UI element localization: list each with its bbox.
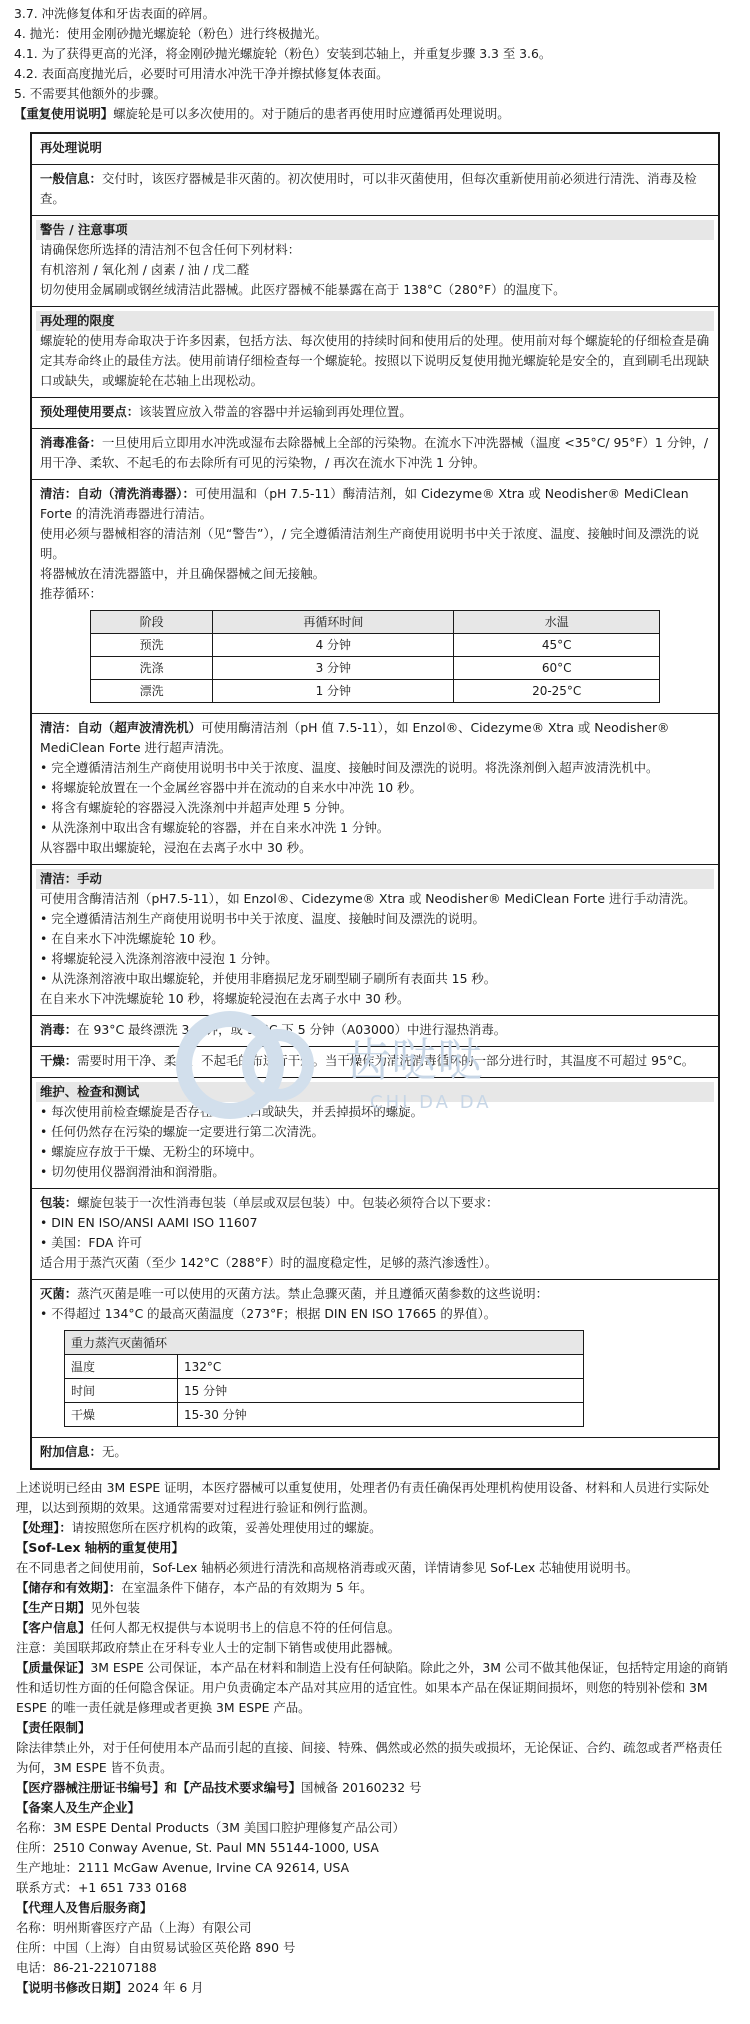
disinfection-section <box>32 1015 718 1046</box>
sterilization-table <box>64 1330 584 1427</box>
reprocessing-title: 再处理说明 <box>40 140 102 155</box>
auto-wd-line: 使用必须与器械相容的清洁剂（见“警告”），/ 完全遵循清洁剂生产商使用说明书中关于浓度、温度、接触时间及漂洗的说明。 <box>40 526 700 561</box>
disposal <box>16 1518 734 1538</box>
table-header-cell: 阶段 <box>91 611 213 634</box>
auto-wd-label: 清洁：自动（清洗消毒器）： <box>40 486 195 501</box>
pre-clean-section <box>32 428 718 479</box>
table-cell: 15-30 分钟 <box>178 1403 584 1427</box>
table-cell: 4 分钟 <box>213 634 454 657</box>
production-date-text: 见外包装 <box>90 1600 140 1615</box>
after-box-content <box>14 1476 736 2000</box>
soflex-label: 【Sof-Lex 轴柄的重复使用】 <box>16 1540 184 1555</box>
manual-label: 清洁：手动 <box>36 869 714 889</box>
pre-clean-text: 一旦使用后立即用水冲洗或湿布去除器械上全部的污染物。在流水下冲洗器械（温度 <35°C/ 95°F）1 分钟，/ 用干净、柔软、不起毛的布去除所有可见的污染物，/ 再次在流水下冲洗 1 分钟。 <box>40 435 709 470</box>
extra-info-section <box>32 1437 718 1468</box>
auto-us-bullet: • 完全遵循清洁剂生产商使用说明书中关于浓度、温度、接触时间及漂洗的说明。将洗涤剂倒入超声波清洗机中。 <box>40 760 659 775</box>
manufacturer-line: 名称：3M ESPE Dental Products（3M 美国口腔护理修复产品公司） <box>16 1820 405 1835</box>
extra-label: 附加信息： <box>40 1444 102 1459</box>
customer-note: 注意：美国联邦政府禁止在牙科专业人士的定制下销售或使用此器械。 <box>16 1640 401 1655</box>
table-header-row <box>91 611 660 634</box>
storage-label: 【储存和有效期】： <box>16 1580 122 1595</box>
drying-section <box>32 1046 718 1077</box>
sterilization-section <box>32 1279 718 1437</box>
packaging-last: 适合用于蒸汽灭菌（至少 142°C（288°F）时的温度稳定性，足够的蒸汽渗透性）。 <box>40 1255 498 1270</box>
reuse-instructions <box>14 104 736 124</box>
warranty <box>16 1658 734 1718</box>
warranty-label: 【质量保证】 <box>16 1660 91 1675</box>
general-info-section <box>32 164 718 215</box>
manufacturer-label: 【备案人及生产企业】 <box>16 1800 140 1815</box>
watermark-en: CHI DA DA <box>370 1092 492 1113</box>
table-header-cell: 水温 <box>454 611 660 634</box>
storage-text: 在室温条件下储存，本产品的有效期为 5 年。 <box>121 1580 373 1595</box>
revision-text: 2024 年 6 月 <box>127 1980 204 1995</box>
manual-section <box>32 864 718 1015</box>
sterilization-text: 蒸汽灭菌是唯一可以使用的灭菌方法。禁止急骤灭菌，并且遵循灭菌参数的这些说明： <box>77 1286 549 1301</box>
liability-label: 【责任限制】 <box>16 1720 91 1735</box>
warranty-text: 3M ESPE 公司保证，本产品在材料和制造上没有任何缺陷。除此之外，3M 公司不做其他保证，包括特定用途的商销性和适切性方面的任何隐含保证。用户负责确定本产品对其应用的适宜性。如果本产品在保证期间损坏，则您的特别补偿和 3M ESPE 的唯一责任就是修理或者更换 3M ESPE 产品。 <box>16 1660 728 1715</box>
maintenance-bullet: • 每次使用前检查螺旋是否存在刷毛缺口或缺失，并丢掉损坏的螺旋。 <box>40 1104 423 1119</box>
table-cell: 时间 <box>65 1379 178 1403</box>
table-header-cell: 重力蒸汽灭菌循环 <box>65 1331 584 1355</box>
disposal-label: 【处理】： <box>16 1520 72 1535</box>
agent-label: 【代理人及售后服务商】 <box>16 1900 153 1915</box>
auto-us-label: 清洁：自动（超声波清洗机） <box>40 720 202 735</box>
sterilization-bullet: • 不得超过 134°C 的最高灭菌温度（273°F；根据 DIN EN ISO 17665 的界值）。 <box>40 1306 497 1321</box>
customer-info <box>16 1618 734 1638</box>
table-header-cell: 再循环时间 <box>213 611 454 634</box>
table-cell: 20-25°C <box>454 680 660 703</box>
manufacturer-line: 生产地址：2111 McGaw Avenue, Irvine CA 92614, USA <box>16 1860 350 1875</box>
intro-step-5: 5. 不需要其他额外的步骤。 <box>14 86 167 101</box>
packaging-text: 螺旋包装于一次性消毒包装（单层或双层包装）中。包装必须符合以下要求： <box>77 1195 499 1210</box>
manual-bullet: • 完全遵循清洁剂生产商使用说明书中关于浓度、温度、接触时间及漂洗的说明。 <box>40 911 485 926</box>
reprocessing-title-section <box>32 134 718 164</box>
prep-section <box>32 397 718 428</box>
drying-text: 需要时用干净、柔软、不起毛的布进行干燥。当干燥作为清洗消毒循环的一部分进行时，其温度不可超过 95°C。 <box>77 1053 695 1068</box>
disinfection-label: 消毒： <box>40 1022 78 1037</box>
liability-text: 除法律禁止外，对于任何使用本产品而引起的直接、间接、特殊、偶然或必然的损失或损坏，无论保证、合约、疏忽或者严格责任为何，3M ESPE 皆不负责。 <box>16 1740 723 1775</box>
auto-us-bullet: • 将螺旋轮放置在一个金属丝容器中并在流动的自来水中冲洗 10 秒。 <box>40 780 422 795</box>
table-cell: 洗涤 <box>91 657 213 680</box>
table-cell: 漂洗 <box>91 680 213 703</box>
registration-label: 【医疗器械注册证书编号】和【产品技术要求编号】 <box>16 1780 301 1795</box>
manual-bullet: • 将螺旋轮浸入洗涤剂溶液中浸泡 1 分钟。 <box>40 951 278 966</box>
intro-step-4-2: 4.2. 表面高度抛光后，必要时可用清水冲洗干净并擦拭修复体表面。 <box>14 66 389 81</box>
storage <box>16 1578 734 1598</box>
reuse-text: 螺旋轮是可以多次使用的。对于随后的患者再使用时应遵循再处理说明。 <box>113 106 510 121</box>
agent-line: 名称：明州斯睿医疗产品（上海）有限公司 <box>16 1920 252 1935</box>
general-text: 交付时，该医疗器械是非灭菌的。初次使用时，可以非灭菌使用，但每次重新使用前必须进行清洗、消毒及检查。 <box>40 171 697 206</box>
auto-us-bullet: • 从洗涤剂中取出含有螺旋轮的容器，并在自来水冲洗 1 分钟。 <box>40 820 390 835</box>
warning-line: 请确保您所选择的清洁剂不包含任何下列材料： <box>40 242 301 257</box>
packaging-bullet: • 美国：FDA 许可 <box>40 1235 143 1250</box>
table-row <box>91 680 660 703</box>
agent-line: 电话：86-21-22107188 <box>16 1960 157 1975</box>
packaging-bullet: • DIN EN ISO/ANSI AAMI ISO 11607 <box>40 1215 258 1230</box>
customer-info-label: 【客户信息】 <box>16 1620 91 1635</box>
manual-bullet: • 从洗涤剂溶液中取出螺旋轮，并使用非磨损尼龙牙刷型刷子刷所有表面共 15 秒。 <box>40 971 497 986</box>
auto-us-section <box>32 713 718 864</box>
reuse-label: 【重复使用说明】 <box>14 106 114 121</box>
table-cell: 干燥 <box>65 1403 178 1427</box>
maintenance-bullet: • 切勿使用仪器润滑油和润滑脂。 <box>40 1164 225 1179</box>
maintenance-title: 维护、检查和测试 <box>36 1082 714 1102</box>
registration <box>16 1778 734 1798</box>
prep-text: 该装置应放入带盖的容器中并运输到再处理位置。 <box>139 404 412 419</box>
cleaning-cycle-table <box>90 610 660 703</box>
maintenance-section <box>32 1077 718 1188</box>
registration-text: 国械备 20160232 号 <box>300 1780 422 1795</box>
table-cell: 温度 <box>65 1355 178 1379</box>
warning-section <box>32 215 718 306</box>
packaging-label: 包装： <box>40 1195 78 1210</box>
disinfection-text: 在 93°C 最终漂洗 3 分钟，或 90°C 下 5 分钟（A03000）中进行湿热消毒。 <box>77 1022 507 1037</box>
table-cell: 3 分钟 <box>213 657 454 680</box>
manual-bullet: • 在自来水下冲洗螺旋轮 10 秒。 <box>40 931 224 946</box>
pre-clean-label: 消毒准备： <box>40 435 102 450</box>
table-row <box>65 1355 584 1379</box>
table-cell: 15 分钟 <box>178 1379 584 1403</box>
revision-label: 【说明书修改日期】 <box>16 1980 128 1995</box>
intro-step-3-7: 3.7. 冲洗修复体和牙齿表面的碎屑。 <box>14 6 216 21</box>
limits-section <box>32 306 718 397</box>
auto-wd-text: 可使用温和（pH 7.5-11）酶清洁剂，如 Cidezyme® Xtra 或 Neodisher® MediClean Forte 的清洗消毒器进行清洁。 <box>40 486 689 521</box>
packaging-section <box>32 1188 718 1279</box>
intro-step-4-1: 4.1. 为了获得更高的光泽，将金刚砂抛光螺旋轮（粉色）安装到芯轴上，并重复步骤 3.3 至 3.6。 <box>14 46 552 61</box>
table-row <box>91 634 660 657</box>
limits-title: 再处理的限度 <box>36 311 714 331</box>
auto-wd-section <box>32 479 718 713</box>
auto-us-last: 从容器中取出螺旋轮，浸泡在去离子水中 30 秒。 <box>40 840 312 855</box>
agent-line: 住所：中国（上海）自由贸易试验区英伦路 890 号 <box>16 1940 296 1955</box>
table-cell: 1 分钟 <box>213 680 454 703</box>
disposal-text: 请按照您所在医疗机构的政策，妥善处理使用过的螺旋。 <box>71 1520 382 1535</box>
maintenance-bullet: • 螺旋应存放于干燥、无粉尘的环境中。 <box>40 1144 262 1159</box>
revision <box>16 1978 734 1998</box>
sterilization-label: 灭菌： <box>40 1286 78 1301</box>
limits-text: 螺旋轮的使用寿命取决于许多因素，包括方法、每次使用的持续时间和使用后的处理。使用前对每个螺旋轮的仔细检查是确定其寿命终止的最佳方法。使用前请仔细检查每一个螺旋轮。按照以下说明反复使用抛光螺旋轮是安全的，直到刷毛出现缺口或缺失，或螺旋轮在芯轴上出现松动。 <box>40 333 710 388</box>
manual-text: 可使用含酶清洁剂（pH7.5-11），如 Enzol®、Cidezyme® Xtra 或 Neodisher® MediClean Forte 进行手动清洗。 <box>40 891 696 906</box>
table-cell: 预洗 <box>91 634 213 657</box>
auto-us-text: 可使用酶清洁剂（pH 值 7.5-11），如 Enzol®、Cidezyme® Xtra 或 Neodisher® MediClean Forte 进行超声清洗。 <box>40 720 670 755</box>
intro-step-4: 4. 抛光：使用金刚砂抛光螺旋轮（粉色）进行终极抛光。 <box>14 26 328 41</box>
warning-line: 有机溶剂 / 氧化剂 / 卤素 / 油 / 戊二醛 <box>40 262 250 277</box>
manufacturer-line: 联系方式：+1 651 733 0168 <box>16 1880 187 1895</box>
maintenance-bullet: • 任何仍然存在污染的螺旋一定要进行第二次清洗。 <box>40 1124 324 1139</box>
prep-label: 预处理使用要点： <box>40 404 140 419</box>
manufacturer-line: 住所：2510 Conway Avenue, St. Paul MN 55144-1000, USA <box>16 1840 379 1855</box>
production-date-label: 【生产日期】 <box>16 1600 91 1615</box>
watermark-cn: 齿哒哒 <box>345 1033 483 1087</box>
production-date <box>16 1598 734 1618</box>
drying-label: 干燥： <box>40 1053 78 1068</box>
customer-info-text: 任何人都无权提供与本说明书上的信息不符的任何信息。 <box>90 1620 401 1635</box>
table-cell: 60°C <box>454 657 660 680</box>
table-row <box>65 1403 584 1427</box>
general-label: 一般信息： <box>40 171 102 186</box>
table-row <box>65 1379 584 1403</box>
table-header-row <box>65 1331 584 1355</box>
manual-last: 在自来水下冲洗螺旋轮 10 秒，将螺旋轮浸泡在去离子水中 30 秒。 <box>40 991 410 1006</box>
auto-wd-line: 将器械放在清洗器篮中，并且确保器械之间无接触。 <box>40 566 325 581</box>
auto-us-bullet: • 将含有螺旋轮的容器浸入洗涤剂中并超声处理 5 分钟。 <box>40 800 352 815</box>
warning-title: 警告 / 注意事项 <box>36 220 714 240</box>
soflex-text: 在不同患者之间使用前，Sof-Lex 轴柄必须进行清洗和高规格消毒或灭菌，详情请参见 Sof-Lex 芯轴使用说明书。 <box>16 1560 639 1575</box>
table-cell: 132°C <box>178 1355 584 1379</box>
extra-text: 无。 <box>101 1444 127 1459</box>
table-row <box>91 657 660 680</box>
cycle-label: 推荐循环： <box>40 586 102 601</box>
table-cell: 45°C <box>454 634 660 657</box>
validation-text: 上述说明已经由 3M ESPE 证明，本医疗器械可以重复使用，处理者仍有责任确保再处理机构使用设备、材料和人员进行实际处理，以达到预期的效果。这通常需要对过程进行验证和例行监测。 <box>16 1480 710 1515</box>
warning-line: 切勿使用金属刷或钢丝绒清洁此器械。此医疗器械不能暴露在高于 138°C（280°F）的温度下。 <box>40 282 566 297</box>
reprocessing-box <box>30 132 720 1470</box>
